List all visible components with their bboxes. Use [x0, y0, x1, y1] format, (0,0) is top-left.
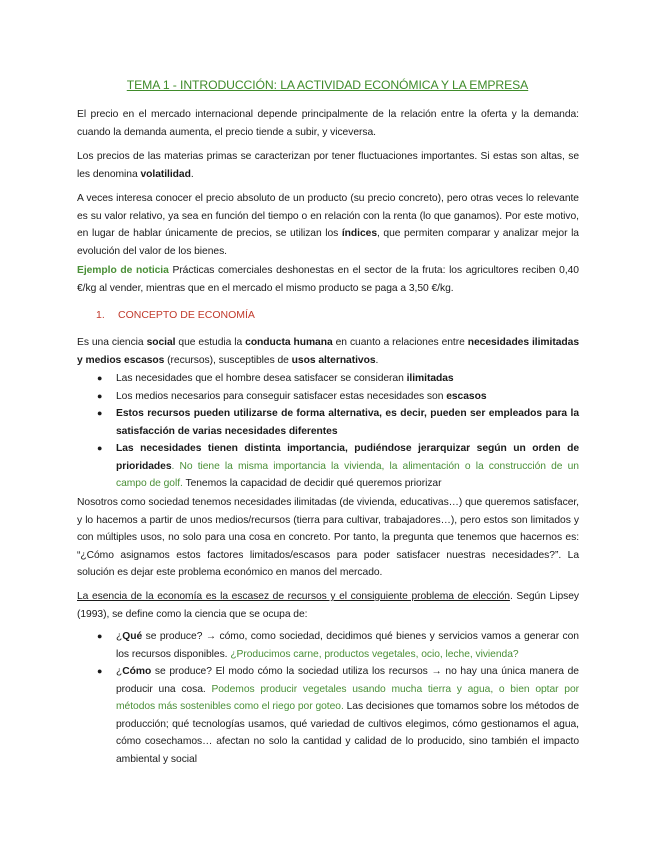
list-item-example: Podemos producir vegetales usando mucha tierra y agua, o bien optar por métodos más sostenibles como el riego por goteo. [116, 683, 580, 712]
bold-term: conducta humana [245, 337, 333, 348]
list-item-text: Tenemos la capacidad de decidir qué queremos priorizar [182, 478, 442, 489]
list-item-bold: escasos [446, 390, 487, 402]
section-number: 1. [96, 309, 105, 321]
bold-term: usos alternativos [291, 354, 376, 366]
paragraph-text: Es una ciencia [77, 337, 147, 348]
list-item-text: Las decisiones que tomamos sobre los métodos de producción; qué tecnologías usamos, qué variedad de cultivos elegimos, cómo gestionamos el agua, cómo cosechamos… afectan no solo la cantidad y calidad de lo producido, sino también el impacto ambiental y social [116, 701, 580, 765]
paragraph-indices [77, 190, 579, 260]
list-item-bold: Estos recursos pueden utilizarse de forma alternativa, es decir, pueden ser empleados para la satisfacción de varias necesidades diferentes [116, 408, 579, 437]
paragraph-lipsey [77, 588, 579, 623]
list-item [95, 440, 579, 493]
paragraph-price-market: El precio en el mercado internacional depende principalmente de la relación entre la oferta y la demanda: cuando la demanda aumenta, el precio tiende a subir, y viceversa. [77, 109, 579, 138]
section-label: CONCEPTO DE ECONOMÍA [118, 309, 255, 321]
bullet-icon: ● [97, 390, 103, 401]
list-item-bold: Qué [122, 631, 143, 642]
paragraph-text: Los precios de las materias primas se caracterizan por tener fluctuaciones importantes. Si estas son altas, se les denomina [77, 151, 579, 180]
bold-term-volatility: volatilidad [140, 168, 191, 180]
bold-term: necesidades ilimitadas y medios escasos [77, 337, 579, 366]
bullet-icon: ● [97, 631, 103, 641]
news-example-label: Ejemplo de noticia [77, 265, 169, 276]
needs-bullet-list [95, 370, 579, 493]
list-item-text: ¿ [116, 631, 123, 642]
list-item [95, 628, 579, 663]
list-item-bold: Cómo [122, 666, 152, 677]
list-item-text: Los medios necesarios para conseguir satisfacer estas necesidades son [116, 390, 447, 402]
paragraph-volatility [77, 148, 579, 183]
paragraph-news-example [77, 262, 579, 297]
list-item-example: ¿Producimos carne, productos vegetales, ocio, leche, vivienda? [230, 648, 519, 660]
bullet-icon: ● [97, 408, 103, 418]
paragraph-text: que estudia la [175, 337, 246, 348]
list-item [95, 370, 579, 388]
paragraph-text: . [375, 354, 379, 366]
paragraph-text: Prácticas comerciales deshonestas en el sector de la fruta: los agricultores reciben 0,40 €/kg al vender, mientras que en el mercado el mismo producto se paga a 3,50 €/kg. [77, 265, 579, 294]
list-item [95, 405, 579, 440]
list-item-text: Las necesidades que el hombre desea satisfacer se consideran [116, 373, 407, 384]
list-item [95, 663, 579, 768]
questions-bullet-list [95, 628, 579, 768]
bullet-icon: ● [97, 373, 103, 383]
bold-term-indices: índices [341, 228, 378, 239]
section-heading-economy-concept [96, 309, 255, 321]
list-item-text: se produce? → cómo, como sociedad, decidimos qué bienes y servicios vamos a generar con los recursos disponibles. [116, 631, 579, 660]
list-item-example: . No tiene la misma importancia la vivienda, la alimentación o la construcción de un campo de golf. [116, 460, 579, 489]
paragraph-text: en cuanto a relaciones entre [332, 337, 468, 348]
list-item-bold: ilimitadas [406, 373, 454, 384]
paragraph-text: , que permiten comparar y analizar mejor la evolución del valor de los bienes. [77, 228, 579, 257]
document-title: TEMA 1 - INTRODUCCIÓN: LA ACTIVIDAD ECONÓMICA Y LA EMPRESA [126, 78, 529, 92]
bullet-icon: ● [97, 443, 103, 453]
underlined-definition: La esencia de la economía es la escasez de recursos y el consiguiente problema de elección [77, 591, 510, 602]
paragraph-text: A veces interesa conocer el precio absoluto de un producto (su precio concreto), pero otras veces lo relevante es su valor relativo, ya sea en función del tiempo o en relación con la renta (lo que ganamos). Por este motivo, en lugar de hablar únicamente de precios, se utilizan los [77, 193, 579, 239]
paragraph-text: . [190, 168, 194, 180]
bullet-icon: ● [97, 666, 103, 676]
list-item-bold: Las necesidades tienen distinta importancia, pudiéndose jerarquizar según un orden de prioridades [116, 443, 579, 472]
paragraph-economy-definition [77, 334, 579, 369]
paragraph-text: . Según Lipsey (1993), se define como la ciencia que se ocupa de: [77, 591, 579, 620]
paragraph-society-needs: Nosotros como sociedad tenemos necesidades ilimitadas (de vivienda, educativas…) que queremos satisfacer, y lo hacemos a partir de unos medios/recursos (tierra para cultivar, trabajadores…), pero estos son limitados y con múltiples usos, no solo para una cosa en concreto. Por tanto, la pregunta que tenemos que hacernos es: “¿Cómo asignamos estos factores limitados/escasos para poder satisfacer nuestras necesidades?”. La solución es dejar este problema económico en manos del mercado. [77, 497, 579, 578]
list-item [95, 388, 579, 406]
list-item-text: se produce? El modo cómo la sociedad utiliza los recursos → no hay una única manera de producir una cosa. [116, 666, 579, 695]
paragraph-text: (recursos), susceptibles de [164, 354, 292, 366]
bold-term: social [146, 337, 176, 348]
list-item-text: ¿ [116, 666, 123, 677]
